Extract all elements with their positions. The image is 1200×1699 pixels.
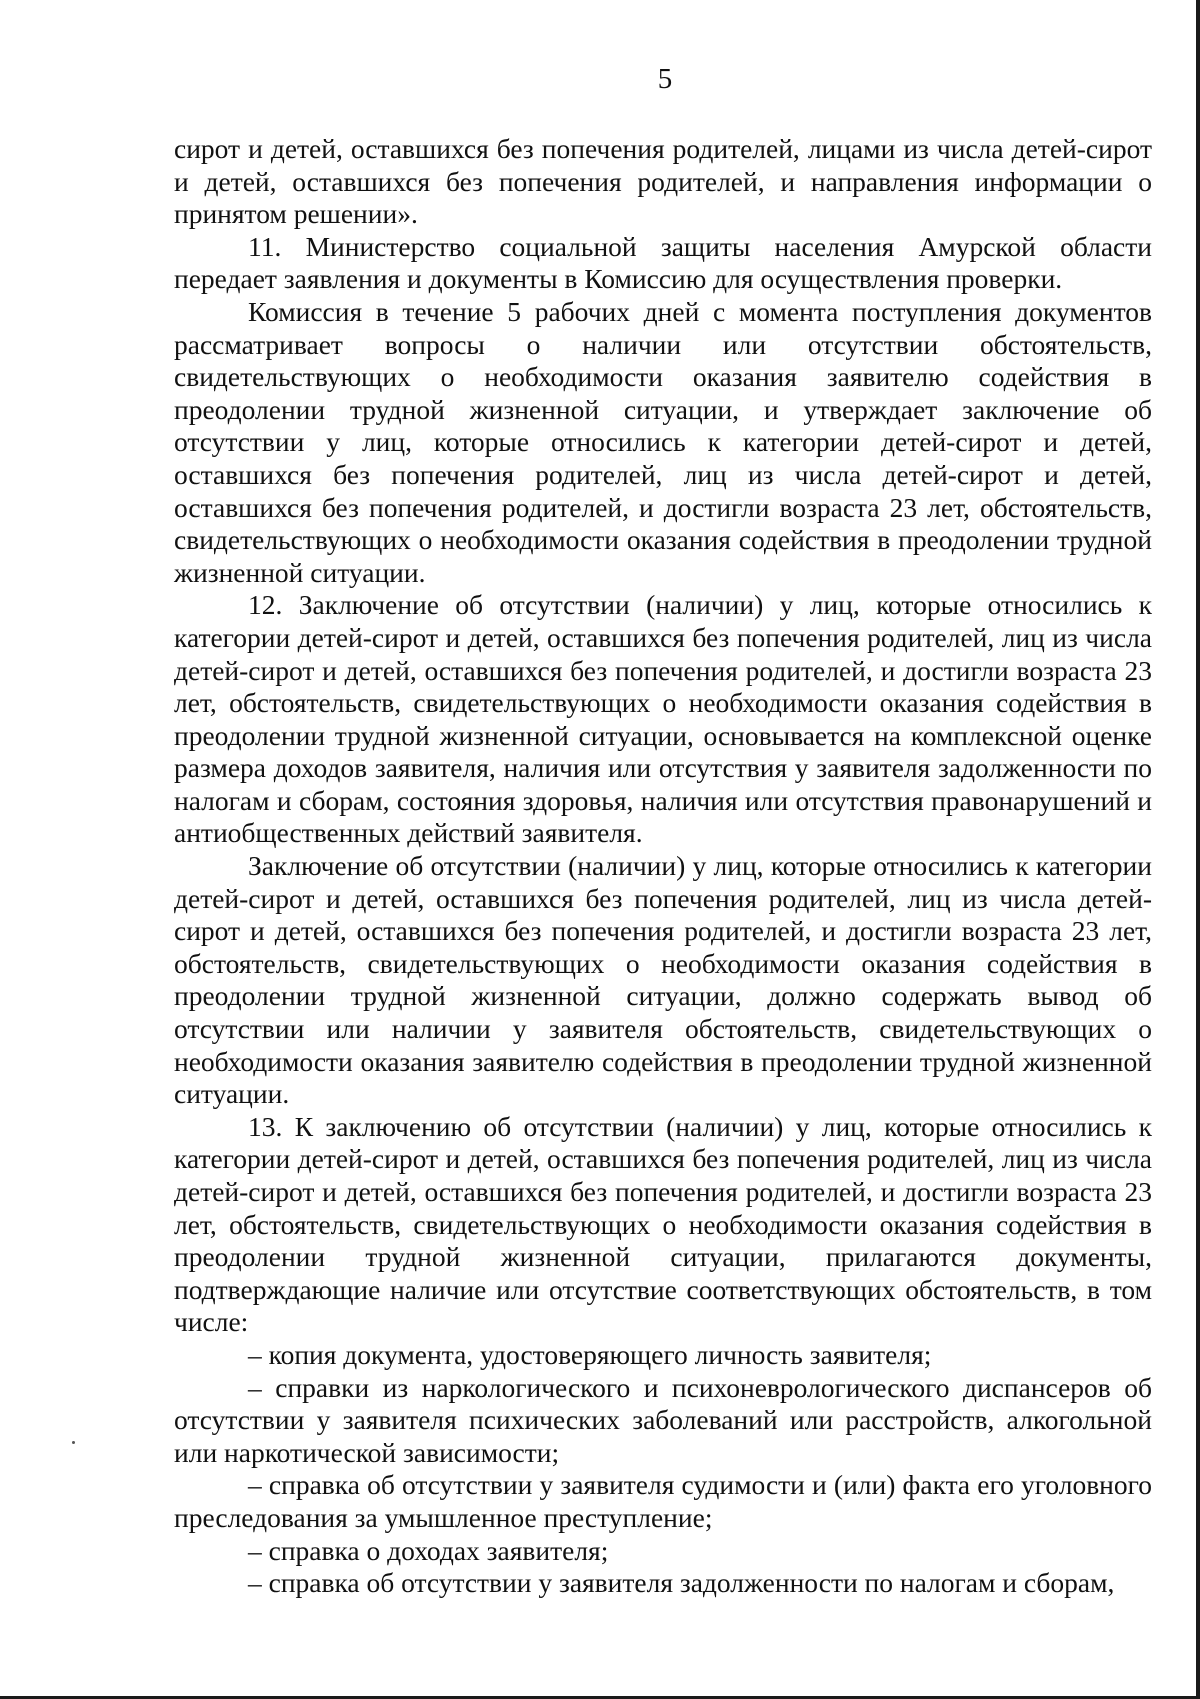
- paragraph-item-12: 12. Заключение об отсутствии (наличии) у лиц, которые относились к категории детей-сирот и детей, оставшихся без попечения родителей, лиц из числа детей-сирот и детей, оставшихся без попечения родителей, и достигли возраста 23 лет, обстоятельств, свидетельствующих о необходимости оказания содействия в преодолении трудной жизненной ситуации, основывается на комплексной оценке размера доходов заявителя, наличия или отсутствия у заявителя задолженности по налогам и сборам, состояния здоровья, наличия или отсутствия правонарушений и антиобщественных действий заявителя.: [174, 589, 1152, 849]
- paragraph-conclusion: Заключение об отсутствии (наличии) у лиц, которые относились к категории детей-сирот и детей, оставшихся без попечения родителей, лиц из числа детей-сирот и детей, оставшихся без попечения родителей, и достигли возраста 23 лет, обстоятельств, свидетельствующих о необходимости оказания содействия в преодолении трудной жизненной ситуации, должно содержать вывод об отсутствии или наличии у заявителя обстоятельств, свидетельствующих о необходимости оказания заявителю содействия в преодолении трудной жизненной ситуации.: [174, 850, 1152, 1110]
- paragraph-item-13: 13. К заключению об отсутствии (наличии) у лиц, которые относились к категории детей-сирот и детей, оставшихся без попечения родителей, лиц из числа детей-сирот и детей, оставшихся без попечения родителей, и достигли возраста 23 лет, обстоятельств, свидетельствующих о необходимости оказания содействия в преодолении трудной жизненной ситуации, прилагаются документы, подтверждающие наличие или отсутствие соответствующих обстоятельств, в том числе:: [174, 1110, 1152, 1338]
- paragraph-continuation: сирот и детей, оставшихся без попечения родителей, лицами из числа детей-сирот и детей, оставшихся без попечения родителей, и направления информации о принятом решении».: [174, 133, 1152, 230]
- list-item-medical-certificates: – справки из наркологического и психоневрологического диспансеров об отсутствии у заявителя психических заболеваний или расстройств, алкогольной или наркотической зависимости;: [174, 1371, 1152, 1468]
- list-item-id-copy: – копия документа, удостоверяющего личность заявителя;: [248, 1338, 932, 1370]
- list-item-tax-debt: – справка об отсутствии у заявителя задолженности по налогам и сборам,: [248, 1567, 1115, 1599]
- scan-speck: [72, 1441, 75, 1444]
- page-number: 5: [657, 63, 673, 95]
- list-item-income: – справка о доходах заявителя;: [248, 1534, 609, 1566]
- scan-edge-right: [1196, 0, 1200, 1699]
- paragraph-commission: Комиссия в течение 5 рабочих дней с момента поступления документов рассматривает вопросы о наличии или отсутствии обстоятельств, свидетельствующих о необходимости оказания заявителю содействия в преодолении трудной жизненной ситуации, и утверждает заключение об отсутствии у лиц, которые относились к категории детей-сирот и детей, оставшихся без попечения родителей, лиц из числа детей-сирот и детей, оставшихся без попечения родителей, и достигли возраста 23 лет, обстоятельств, свидетельствующих о необходимости оказания содействия в преодолении трудной жизненной ситуации.: [174, 295, 1152, 588]
- document-body: [174, 133, 1152, 1600]
- paragraph-item-11: 11. Министерство социальной защиты населения Амурской области передает заявления и документы в Комиссию для осуществления проверки.: [174, 230, 1152, 295]
- list-item-criminal-record: – справка об отсутствии у заявителя судимости и (или) факта его уголовного преследования за умышленное преступление;: [174, 1469, 1152, 1533]
